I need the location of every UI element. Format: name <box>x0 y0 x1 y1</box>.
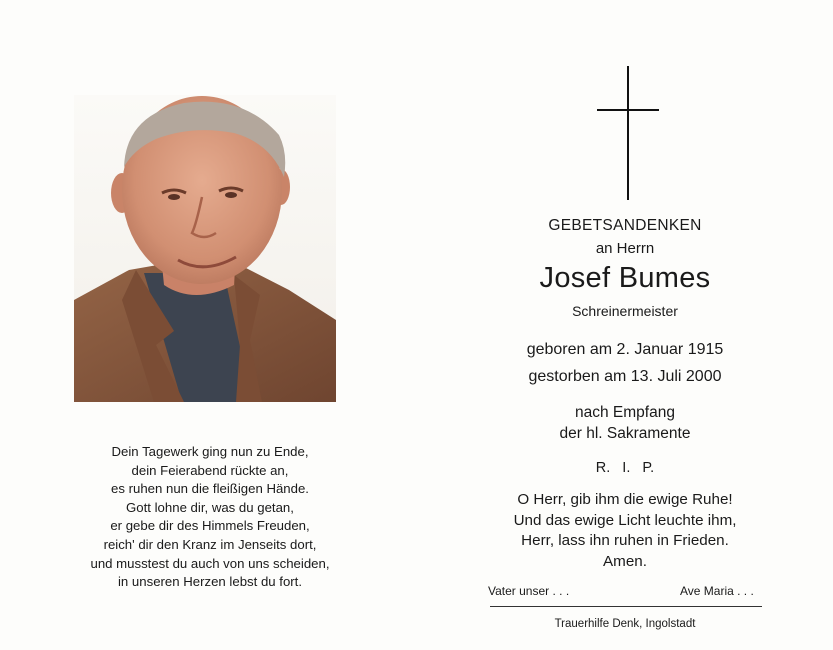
poem-line: in unseren Herzen lebst du fort. <box>118 574 302 590</box>
prayer-line: O Herr, gib ihm die ewige Ruhe! <box>517 491 733 508</box>
occupation: Schreinermeister <box>572 303 678 319</box>
cross-icon <box>597 66 659 200</box>
poem-line: und musstest du auch von uns scheiden, <box>90 555 330 571</box>
salutation: an Herrn <box>595 240 655 257</box>
prayer-vater-unser: Vater unser . . . <box>488 584 570 598</box>
sacrament-line-1: nach Empfang <box>575 404 675 421</box>
publisher-footer: Trauerhilfe Denk, Ingolstadt <box>554 618 696 630</box>
poem-line: Gott lohne dir, was du getan, <box>126 499 294 515</box>
birth-date: geboren am 2. Januar 1915 <box>526 341 724 358</box>
poem-line: reich' dir den Kranz im Jenseits dort, <box>103 536 317 552</box>
deceased-name: Josef Bumes <box>539 262 711 294</box>
poem <box>60 443 360 592</box>
portrait-photo <box>74 95 336 402</box>
death-date: gestorben am 13. Juli 2000 <box>528 368 722 385</box>
prayer-ave-maria: Ave Maria . . . <box>680 584 754 598</box>
sacrament-line-2: der hl. Sakramente <box>559 425 691 442</box>
prayer <box>480 490 770 572</box>
prayer-line: Amen. <box>603 552 647 570</box>
prayer-line: Und das ewige Licht leuchte ihm, <box>513 511 737 529</box>
poem-line: er gebe dir des Himmels Freuden, <box>110 518 310 534</box>
poem-line: Dein Tagewerk ging nun zu Ende, <box>111 444 309 459</box>
poem-line: dein Feierabend rückte an, <box>131 462 289 478</box>
prayer-line: Herr, lass ihn ruhen in Frieden. <box>521 532 729 550</box>
card-heading: GEBETSANDENKEN <box>548 217 702 234</box>
rip-text: R. I. P. <box>595 460 655 476</box>
poem-line: es ruhen nun die fleißigen Hände. <box>111 481 309 497</box>
divider-line <box>490 606 762 607</box>
